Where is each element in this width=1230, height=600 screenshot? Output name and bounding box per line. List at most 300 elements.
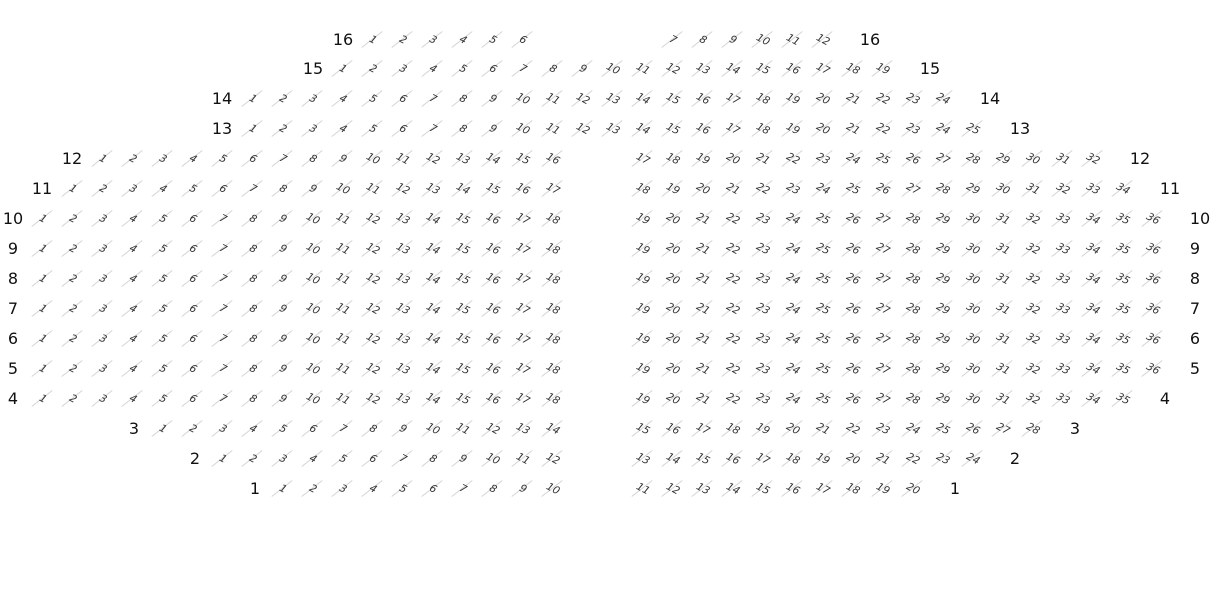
seat[interactable] bbox=[241, 210, 265, 228]
seat[interactable] bbox=[781, 180, 805, 198]
seat[interactable] bbox=[811, 120, 835, 138]
seat[interactable] bbox=[931, 300, 955, 318]
seat[interactable] bbox=[991, 210, 1015, 228]
seat[interactable] bbox=[151, 210, 175, 228]
seat[interactable] bbox=[511, 450, 535, 468]
seat[interactable] bbox=[451, 240, 475, 258]
seat[interactable] bbox=[181, 330, 205, 348]
seat[interactable] bbox=[481, 330, 505, 348]
seat[interactable] bbox=[421, 180, 445, 198]
seat[interactable] bbox=[721, 300, 745, 318]
seat[interactable] bbox=[871, 390, 895, 408]
seat[interactable] bbox=[571, 60, 595, 78]
seat[interactable] bbox=[901, 240, 925, 258]
seat[interactable] bbox=[361, 450, 385, 468]
seat[interactable] bbox=[751, 150, 775, 168]
seat[interactable] bbox=[1111, 390, 1135, 408]
seat[interactable] bbox=[841, 360, 865, 378]
seat[interactable] bbox=[451, 300, 475, 318]
seat[interactable] bbox=[811, 360, 835, 378]
seat[interactable] bbox=[541, 330, 565, 348]
seat[interactable] bbox=[781, 90, 805, 108]
seat[interactable] bbox=[271, 270, 295, 288]
seat[interactable] bbox=[781, 420, 805, 438]
seat[interactable] bbox=[91, 390, 115, 408]
seat[interactable] bbox=[61, 270, 85, 288]
seat[interactable] bbox=[61, 360, 85, 378]
seat[interactable] bbox=[901, 270, 925, 288]
seat[interactable] bbox=[781, 150, 805, 168]
seat[interactable] bbox=[421, 240, 445, 258]
seat[interactable] bbox=[931, 180, 955, 198]
seat[interactable] bbox=[661, 330, 685, 348]
seat[interactable] bbox=[661, 420, 685, 438]
seat[interactable] bbox=[391, 270, 415, 288]
seat[interactable] bbox=[571, 120, 595, 138]
seat[interactable] bbox=[961, 210, 985, 228]
seat[interactable] bbox=[391, 90, 415, 108]
seat[interactable] bbox=[901, 120, 925, 138]
seat[interactable] bbox=[961, 450, 985, 468]
seat[interactable] bbox=[301, 360, 325, 378]
seat[interactable] bbox=[241, 150, 265, 168]
seat[interactable] bbox=[331, 270, 355, 288]
seat[interactable] bbox=[151, 300, 175, 318]
seat[interactable] bbox=[301, 180, 325, 198]
seat[interactable] bbox=[151, 390, 175, 408]
seat[interactable] bbox=[451, 60, 475, 78]
seat[interactable] bbox=[361, 420, 385, 438]
seat[interactable] bbox=[871, 450, 895, 468]
seat[interactable] bbox=[721, 31, 745, 49]
seat[interactable] bbox=[631, 150, 655, 168]
seat[interactable] bbox=[901, 360, 925, 378]
seat[interactable] bbox=[871, 90, 895, 108]
seat[interactable] bbox=[871, 120, 895, 138]
seat[interactable] bbox=[931, 120, 955, 138]
seat[interactable] bbox=[301, 300, 325, 318]
seat[interactable] bbox=[661, 150, 685, 168]
seat[interactable] bbox=[961, 330, 985, 348]
seat[interactable] bbox=[391, 180, 415, 198]
seat[interactable] bbox=[361, 31, 385, 49]
seat[interactable] bbox=[151, 420, 175, 438]
seat[interactable] bbox=[1081, 270, 1105, 288]
seat[interactable] bbox=[91, 270, 115, 288]
seat[interactable] bbox=[1051, 270, 1075, 288]
seat[interactable] bbox=[991, 390, 1015, 408]
seat[interactable] bbox=[151, 360, 175, 378]
seat[interactable] bbox=[1021, 300, 1045, 318]
seat[interactable] bbox=[1111, 210, 1135, 228]
seat[interactable] bbox=[991, 420, 1015, 438]
seat[interactable] bbox=[421, 90, 445, 108]
seat[interactable] bbox=[811, 330, 835, 348]
seat[interactable] bbox=[151, 150, 175, 168]
seat[interactable] bbox=[331, 480, 355, 498]
seat[interactable] bbox=[211, 240, 235, 258]
seat[interactable] bbox=[871, 270, 895, 288]
seat[interactable] bbox=[391, 120, 415, 138]
seat[interactable] bbox=[811, 240, 835, 258]
seat[interactable] bbox=[511, 60, 535, 78]
seat[interactable] bbox=[841, 330, 865, 348]
seat[interactable] bbox=[421, 300, 445, 318]
seat[interactable] bbox=[751, 210, 775, 228]
seat[interactable] bbox=[331, 60, 355, 78]
seat[interactable] bbox=[1141, 360, 1165, 378]
seat[interactable] bbox=[91, 300, 115, 318]
seat[interactable] bbox=[241, 300, 265, 318]
seat[interactable] bbox=[631, 240, 655, 258]
seat[interactable] bbox=[541, 360, 565, 378]
seat[interactable] bbox=[751, 31, 775, 49]
seat[interactable] bbox=[541, 210, 565, 228]
seat[interactable] bbox=[271, 330, 295, 348]
seat[interactable] bbox=[841, 210, 865, 228]
seat[interactable] bbox=[1081, 210, 1105, 228]
seat[interactable] bbox=[361, 60, 385, 78]
seat[interactable] bbox=[91, 360, 115, 378]
seat[interactable] bbox=[541, 300, 565, 318]
seat[interactable] bbox=[1141, 270, 1165, 288]
seat[interactable] bbox=[871, 240, 895, 258]
seat[interactable] bbox=[1111, 240, 1135, 258]
seat[interactable] bbox=[931, 420, 955, 438]
seat[interactable] bbox=[811, 90, 835, 108]
seat[interactable] bbox=[1111, 300, 1135, 318]
seat[interactable] bbox=[391, 300, 415, 318]
seat[interactable] bbox=[331, 120, 355, 138]
seat[interactable] bbox=[391, 450, 415, 468]
seat[interactable] bbox=[481, 180, 505, 198]
seat[interactable] bbox=[781, 240, 805, 258]
seat[interactable] bbox=[481, 60, 505, 78]
seat[interactable] bbox=[751, 390, 775, 408]
seat[interactable] bbox=[961, 420, 985, 438]
seat[interactable] bbox=[1081, 330, 1105, 348]
seat[interactable] bbox=[721, 420, 745, 438]
seat[interactable] bbox=[721, 180, 745, 198]
seat[interactable] bbox=[151, 270, 175, 288]
seat[interactable] bbox=[901, 420, 925, 438]
seat[interactable] bbox=[661, 31, 685, 49]
seat[interactable] bbox=[511, 120, 535, 138]
seat[interactable] bbox=[61, 390, 85, 408]
seat[interactable] bbox=[1081, 360, 1105, 378]
seat[interactable] bbox=[301, 90, 325, 108]
seat[interactable] bbox=[241, 90, 265, 108]
seat[interactable] bbox=[901, 300, 925, 318]
seat[interactable] bbox=[541, 450, 565, 468]
seat[interactable] bbox=[841, 150, 865, 168]
seat[interactable] bbox=[151, 180, 175, 198]
seat[interactable] bbox=[1021, 150, 1045, 168]
seat[interactable] bbox=[481, 240, 505, 258]
seat[interactable] bbox=[541, 420, 565, 438]
seat[interactable] bbox=[511, 360, 535, 378]
seat[interactable] bbox=[451, 90, 475, 108]
seat[interactable] bbox=[661, 270, 685, 288]
seat[interactable] bbox=[331, 420, 355, 438]
seat[interactable] bbox=[541, 90, 565, 108]
seat[interactable] bbox=[391, 420, 415, 438]
seat[interactable] bbox=[121, 270, 145, 288]
seat[interactable] bbox=[721, 330, 745, 348]
seat[interactable] bbox=[331, 330, 355, 348]
seat[interactable] bbox=[241, 420, 265, 438]
seat[interactable] bbox=[481, 390, 505, 408]
seat[interactable] bbox=[811, 450, 835, 468]
seat[interactable] bbox=[271, 450, 295, 468]
seat[interactable] bbox=[841, 390, 865, 408]
seat[interactable] bbox=[871, 60, 895, 78]
seat[interactable] bbox=[841, 240, 865, 258]
seat[interactable] bbox=[241, 390, 265, 408]
seat[interactable] bbox=[61, 210, 85, 228]
seat[interactable] bbox=[1141, 210, 1165, 228]
seat[interactable] bbox=[631, 120, 655, 138]
seat[interactable] bbox=[571, 90, 595, 108]
seat[interactable] bbox=[1051, 360, 1075, 378]
seat[interactable] bbox=[961, 240, 985, 258]
seat[interactable] bbox=[721, 210, 745, 228]
seat[interactable] bbox=[391, 210, 415, 228]
seat[interactable] bbox=[391, 360, 415, 378]
seat[interactable] bbox=[931, 150, 955, 168]
seat[interactable] bbox=[121, 300, 145, 318]
seat[interactable] bbox=[931, 90, 955, 108]
seat[interactable] bbox=[361, 150, 385, 168]
seat[interactable] bbox=[691, 210, 715, 228]
seat[interactable] bbox=[121, 240, 145, 258]
seat[interactable] bbox=[511, 300, 535, 318]
seat[interactable] bbox=[331, 210, 355, 228]
seat[interactable] bbox=[631, 270, 655, 288]
seat[interactable] bbox=[781, 450, 805, 468]
seat[interactable] bbox=[661, 480, 685, 498]
seat[interactable] bbox=[691, 450, 715, 468]
seat[interactable] bbox=[451, 270, 475, 288]
seat[interactable] bbox=[931, 450, 955, 468]
seat[interactable] bbox=[751, 90, 775, 108]
seat[interactable] bbox=[691, 240, 715, 258]
seat[interactable] bbox=[91, 180, 115, 198]
seat[interactable] bbox=[241, 450, 265, 468]
seat[interactable] bbox=[511, 210, 535, 228]
seat[interactable] bbox=[211, 330, 235, 348]
seat[interactable] bbox=[451, 480, 475, 498]
seat[interactable] bbox=[631, 390, 655, 408]
seat[interactable] bbox=[511, 480, 535, 498]
seat[interactable] bbox=[811, 270, 835, 288]
seat[interactable] bbox=[781, 480, 805, 498]
seat[interactable] bbox=[241, 240, 265, 258]
seat[interactable] bbox=[331, 150, 355, 168]
seat[interactable] bbox=[331, 180, 355, 198]
seat[interactable] bbox=[61, 300, 85, 318]
seat[interactable] bbox=[901, 450, 925, 468]
seat[interactable] bbox=[121, 390, 145, 408]
seat[interactable] bbox=[31, 210, 55, 228]
seat[interactable] bbox=[811, 150, 835, 168]
seat[interactable] bbox=[961, 180, 985, 198]
seat[interactable] bbox=[481, 90, 505, 108]
seat[interactable] bbox=[631, 480, 655, 498]
seat[interactable] bbox=[331, 390, 355, 408]
seat[interactable] bbox=[631, 360, 655, 378]
seat[interactable] bbox=[361, 360, 385, 378]
seat[interactable] bbox=[721, 450, 745, 468]
seat[interactable] bbox=[661, 120, 685, 138]
seat[interactable] bbox=[361, 390, 385, 408]
seat[interactable] bbox=[511, 420, 535, 438]
seat[interactable] bbox=[1051, 240, 1075, 258]
seat[interactable] bbox=[751, 480, 775, 498]
seat[interactable] bbox=[271, 90, 295, 108]
seat[interactable] bbox=[751, 300, 775, 318]
seat[interactable] bbox=[721, 270, 745, 288]
seat[interactable] bbox=[751, 120, 775, 138]
seat[interactable] bbox=[121, 210, 145, 228]
seat[interactable] bbox=[1051, 390, 1075, 408]
seat[interactable] bbox=[811, 390, 835, 408]
seat[interactable] bbox=[181, 300, 205, 318]
seat[interactable] bbox=[811, 300, 835, 318]
seat[interactable] bbox=[601, 90, 625, 108]
seat[interactable] bbox=[331, 360, 355, 378]
seat[interactable] bbox=[601, 120, 625, 138]
seat[interactable] bbox=[1081, 300, 1105, 318]
seat[interactable] bbox=[61, 330, 85, 348]
seat[interactable] bbox=[751, 240, 775, 258]
seat[interactable] bbox=[451, 390, 475, 408]
seat[interactable] bbox=[721, 60, 745, 78]
seat[interactable] bbox=[361, 210, 385, 228]
seat[interactable] bbox=[1141, 240, 1165, 258]
seat[interactable] bbox=[301, 330, 325, 348]
seat[interactable] bbox=[271, 150, 295, 168]
seat[interactable] bbox=[451, 180, 475, 198]
seat[interactable] bbox=[1021, 330, 1045, 348]
seat[interactable] bbox=[421, 60, 445, 78]
seat[interactable] bbox=[181, 240, 205, 258]
seat[interactable] bbox=[451, 330, 475, 348]
seat[interactable] bbox=[781, 300, 805, 318]
seat[interactable] bbox=[241, 270, 265, 288]
seat[interactable] bbox=[31, 270, 55, 288]
seat[interactable] bbox=[721, 90, 745, 108]
seat[interactable] bbox=[661, 240, 685, 258]
seat[interactable] bbox=[451, 420, 475, 438]
seat[interactable] bbox=[691, 330, 715, 348]
seat[interactable] bbox=[511, 150, 535, 168]
seat[interactable] bbox=[481, 210, 505, 228]
seat[interactable] bbox=[841, 450, 865, 468]
seat[interactable] bbox=[301, 270, 325, 288]
seat[interactable] bbox=[871, 210, 895, 228]
seat[interactable] bbox=[631, 450, 655, 468]
seat[interactable] bbox=[331, 240, 355, 258]
seat[interactable] bbox=[181, 270, 205, 288]
seat[interactable] bbox=[541, 150, 565, 168]
seat[interactable] bbox=[841, 420, 865, 438]
seat[interactable] bbox=[1111, 180, 1135, 198]
seat[interactable] bbox=[691, 420, 715, 438]
seat[interactable] bbox=[781, 330, 805, 348]
seat[interactable] bbox=[31, 300, 55, 318]
seat[interactable] bbox=[361, 270, 385, 288]
seat[interactable] bbox=[391, 60, 415, 78]
seat[interactable] bbox=[391, 150, 415, 168]
seat[interactable] bbox=[991, 150, 1015, 168]
seat[interactable] bbox=[661, 90, 685, 108]
seat[interactable] bbox=[211, 300, 235, 318]
seat[interactable] bbox=[421, 120, 445, 138]
seat[interactable] bbox=[301, 390, 325, 408]
seat[interactable] bbox=[631, 60, 655, 78]
seat[interactable] bbox=[841, 270, 865, 288]
seat[interactable] bbox=[391, 480, 415, 498]
seat[interactable] bbox=[811, 420, 835, 438]
seat[interactable] bbox=[661, 180, 685, 198]
seat[interactable] bbox=[181, 420, 205, 438]
seat[interactable] bbox=[301, 450, 325, 468]
seat[interactable] bbox=[181, 180, 205, 198]
seat[interactable] bbox=[421, 150, 445, 168]
seat[interactable] bbox=[961, 120, 985, 138]
seat[interactable] bbox=[481, 300, 505, 318]
seat[interactable] bbox=[421, 210, 445, 228]
seat[interactable] bbox=[451, 31, 475, 49]
seat[interactable] bbox=[31, 330, 55, 348]
seat[interactable] bbox=[241, 360, 265, 378]
seat[interactable] bbox=[961, 360, 985, 378]
seat[interactable] bbox=[751, 60, 775, 78]
seat[interactable] bbox=[361, 90, 385, 108]
seat[interactable] bbox=[781, 210, 805, 228]
seat[interactable] bbox=[271, 360, 295, 378]
seat[interactable] bbox=[691, 150, 715, 168]
seat[interactable] bbox=[211, 420, 235, 438]
seat[interactable] bbox=[811, 60, 835, 78]
seat[interactable] bbox=[1021, 240, 1045, 258]
seat[interactable] bbox=[871, 480, 895, 498]
seat[interactable] bbox=[991, 330, 1015, 348]
seat[interactable] bbox=[901, 390, 925, 408]
seat[interactable] bbox=[451, 120, 475, 138]
seat[interactable] bbox=[691, 60, 715, 78]
seat[interactable] bbox=[271, 120, 295, 138]
seat[interactable] bbox=[301, 480, 325, 498]
seat[interactable] bbox=[631, 420, 655, 438]
seat[interactable] bbox=[1081, 240, 1105, 258]
seat[interactable] bbox=[991, 240, 1015, 258]
seat[interactable] bbox=[841, 60, 865, 78]
seat[interactable] bbox=[121, 180, 145, 198]
seat[interactable] bbox=[271, 210, 295, 228]
seat[interactable] bbox=[1021, 210, 1045, 228]
seat[interactable] bbox=[781, 360, 805, 378]
seat[interactable] bbox=[601, 60, 625, 78]
seat[interactable] bbox=[781, 390, 805, 408]
seat[interactable] bbox=[661, 450, 685, 468]
seat[interactable] bbox=[301, 240, 325, 258]
seat[interactable] bbox=[211, 270, 235, 288]
seat[interactable] bbox=[1051, 330, 1075, 348]
seat[interactable] bbox=[751, 420, 775, 438]
seat[interactable] bbox=[211, 390, 235, 408]
